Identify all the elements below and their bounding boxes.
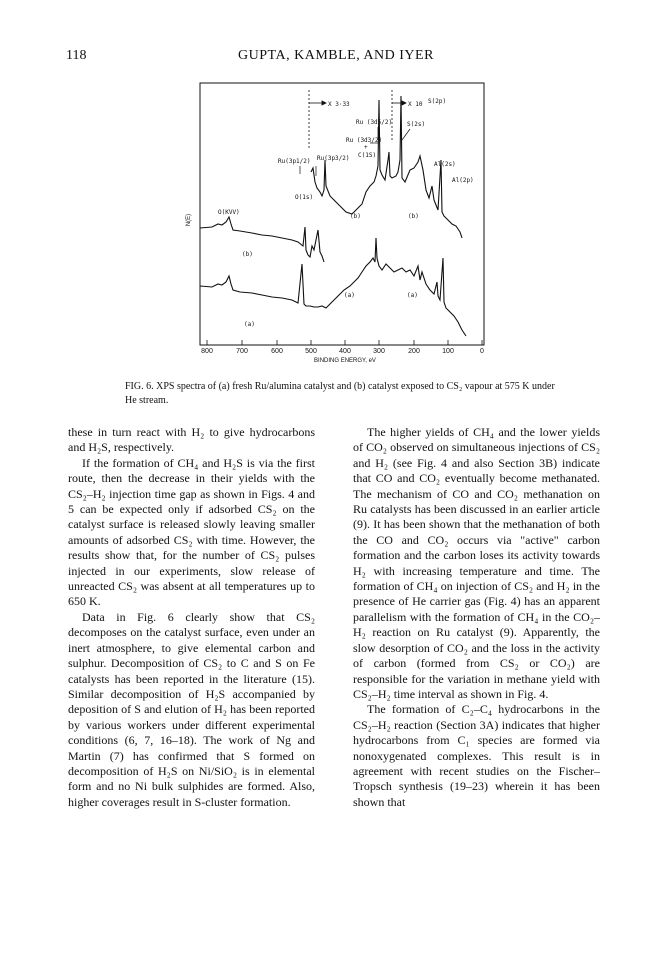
peak-label: Ru(3p1/2) <box>278 158 311 165</box>
page-number: 118 <box>66 48 87 63</box>
spectrum-a-trace <box>200 238 466 336</box>
x-tick-label: 100 <box>442 348 454 355</box>
curve-label: (b) <box>242 251 253 258</box>
x-tick-label: 500 <box>305 348 317 355</box>
peak-label: + <box>364 144 368 151</box>
curve-label: (a) <box>244 321 255 328</box>
peak-label: S(2s) <box>407 121 426 128</box>
paragraph: The formation of C₂–C₄ hydrocarbons in the CS₂–H₂ reaction (Section 3A) indicates that higher hydrocarbons from C₁ species are formed via nonoxygenated complexes. This result is in agreement with recent studies on the Fischer–Tropsch synthesis (19–23) wherein it has been shown that <box>353 702 600 809</box>
x-tick-label: 600 <box>271 348 283 355</box>
right-column <box>353 425 600 810</box>
y-axis-title: N(E) <box>186 213 192 227</box>
peak-label: Ru (3d3/2) <box>346 137 383 144</box>
x-tick-label: 0 <box>480 348 484 355</box>
curve-label: (a) <box>407 292 418 299</box>
peak-label: Al(2s) <box>434 161 456 168</box>
curve-label: (b) <box>408 213 419 220</box>
peak-label: C(1S) <box>358 152 377 159</box>
x-tick-label: 800 <box>201 348 213 355</box>
plot-frame <box>200 83 484 345</box>
x-axis-title: BINDING ENERGY, eV <box>314 358 376 364</box>
paragraph: Data in Fig. 6 clearly show that CS₂ decomposes on the catalyst surface, even under an inert atmosphere, to give elemental carbon and sulphur. Decomposition of CS₂ to C and S on Fe catalysts has been reported in the literature (15). Similar decomposition of H₂S accompanied by deposition of S and elution of H₂ has been reported by various workers under different experimental conditions (6, 7, 16–18). The work of Ng and Martin (7) has confirmed that S formed on decomposition of H₂S on Ni/SiO₂ is in elemental form and no Ni bulk sulphides are formed. Also, higher coverages result in S-cluster formation. <box>68 609 315 809</box>
peak-label: S(2p) <box>428 98 447 105</box>
spectrum-b-trace <box>200 217 324 262</box>
paragraph: these in turn react with H₂ to give hydrocarbons and H₂S, respectively. <box>68 425 315 455</box>
running-head: GUPTA, KAMBLE, AND IYER <box>238 48 434 63</box>
x-axis-ticks <box>207 340 482 345</box>
peak-label: Ru (3d5/2) <box>356 119 393 126</box>
label-pointers <box>300 127 410 176</box>
paragraph: The higher yields of CH₄ and the lower yields of CO₂ observed on simultaneous injections of CS₂ and H₂ (see Fig. 4 and also Section 3B) indicate that CO and CO₂ eventually become methanated. The mechanism of CO and CO₂ methanation on Ru catalysts has been discussed in an earlier article (9). It has been shown that the methanation of both the CO and CO₂ occurs via "active" carbon formation and the carbon loses its activity towards H₂ with increasing temperature and time. The formation of CH₄ on injection of CS₂ and H₂ in the presence of He carrier gas (Fig. 4) has an apparent parallelism with the formation of CH₄ in the CO₂–H₂ reaction on Ru catalyst (9). Apparently, the slow desorption of CO₂ and the loss in the activity of carbon (formed from CS₂ or CO₂) are responsible for the variation in methane yield with CS₂–H₂ time interval as shown in Fig. 4. <box>353 425 600 701</box>
scale-arrows <box>309 101 406 105</box>
left-column <box>68 425 315 810</box>
peak-label: O(KVV) <box>218 209 240 216</box>
x-tick-label: 700 <box>236 348 248 355</box>
curve-label: (b) <box>350 213 361 220</box>
x-tick-label: 200 <box>408 348 420 355</box>
figure-caption: FIG. 6. XPS spectra of (a) fresh Ru/alumina catalyst and (b) catalyst exposed to CS₂ vapour at 575 K under He stream. <box>125 381 555 406</box>
peak-label: O(1s) <box>295 194 314 201</box>
scale-label: X 10 <box>408 101 423 108</box>
x-tick-label: 400 <box>339 348 351 355</box>
peak-label: Al(2p) <box>452 177 474 184</box>
xps-spectra-figure <box>0 0 672 420</box>
peak-label: Ru(3p3/2) <box>317 155 350 162</box>
x-tick-label: 300 <box>373 348 385 355</box>
scale-label: X 3·33 <box>328 101 350 108</box>
paragraph: If the formation of CH₄ and H₂S is via the first route, then the decrease in their yields with the CS₂–H₂ injection time gap as shown in Figs. 4 and 5 can be expected only if adsorbed CS₂ on the catalyst surface is released slowly leaving smaller amounts of adsorbed CS₂ with time. However, the results show that, for the number of CS₂ pulses injected in our experiments, slow release of unreacted CS₂ was absent at all temperatures up to 650 K. <box>68 455 315 609</box>
curve-label: (a) <box>344 292 355 299</box>
